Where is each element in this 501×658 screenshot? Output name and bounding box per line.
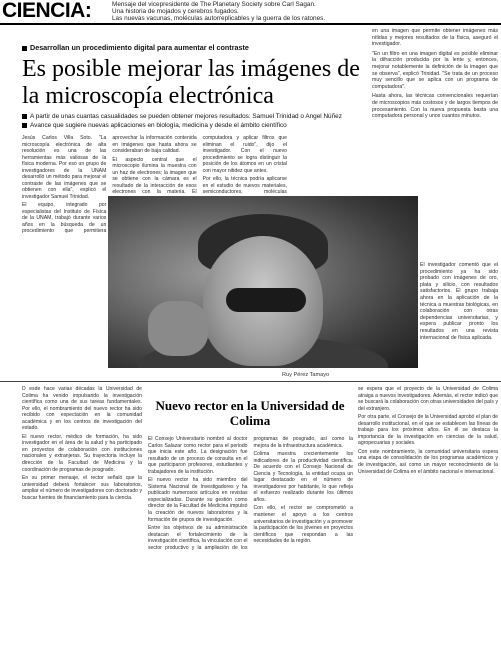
side-narrow-column: El investigador comentó que el procedimiento ya ha sido probado con imágenes de oro, plata y silicio, con resultados satisfactorios. El grupo trabaja ahora en la aplicación de la técnica a muestras biológicas, en colaboración con otras dependencias universitarias, y espera publicar pronto los resultados en una revista internacional de física aplicada. [420, 262, 498, 341]
body-paragraph: Con ello, el rector se comprometió a mantener el apoyo a los centros universitarios de investigación y a promover la participación de los jóvenes en proyectos científicos que respondan a las necesidades de la región. [253, 505, 353, 545]
photo-hand-shape [148, 301, 208, 356]
intro-paragraph: D esde hace varias décadas la Universidad de Colima ha venido impulsando la investigación científica como una de sus tareas fundamentales. Por ello, el nombramiento del nuevo rector ha sido recibido con expectación en la comunidad académica y en los centros de investigación del estado. [22, 386, 142, 432]
article2-right-column [358, 386, 498, 656]
deck-text: Avance que sugiere nuevas aplicaciones en biología, medicina y desde el ámbito científico [30, 122, 287, 129]
side-paragraph: Hasta ahora, las técnicas convencionales requerían de microscopios más costosos y de largos tiempos de procesamiento. Con la nueva propuesta basta una computadora personal y unos cuantos minutos. [372, 93, 498, 120]
body-paragraph: se espera que el proyecto de la Universidad de Colima atraiga a nuevos investigadores. Además, el rector indicó que se buscará la colaboración con otras universidades del país y del extranjero. [358, 386, 498, 412]
body-paragraph: Por ello, la técnica podría aplicarse en el estudio de nuevos materiales, semiconductores, moléculas [202, 176, 287, 195]
section-name: CIENCIA: [2, 0, 92, 22]
summary-line: Una historia de mojados y cerebros fugados. [112, 8, 239, 16]
body-paragraph: Por otra parte, el Consejo de la Universidad aprobó el plan de desarrollo institucional, en el que se establecen las líneas de trabajo para los próximos años. En él se destaca la importancia de la investigación en ciencias de la salud, agropecuarias y sociales. [358, 414, 498, 447]
body-paragraph: Colima muestra crecientemente los indicadores de la productividad científica. De acuerdo con el Consejo Nacional de Ciencia y Tecnología, la entidad ocupa un lugar destacado en el número de investigadores por habitante, lo que refleja el esfuerzo realizado durante los últimos años. [253, 451, 353, 503]
side-paragraph: "En un filtro en una imagen digital es posible eliminar la difracción producida por la lente y, entonces, mejorar notablemente la definición de la imagen que se observa", explicó Trinidad. "Se trata de un proceso muy sencillo que se aplica con un programa de computadora". [372, 50, 498, 90]
body-paragraph: El aspecto central que el microscopio ilumina la muestra con un haz de electrones; la imagen que se obtiene con la cámara es el resultado de la interacción de esos electrones con la materia. El [112, 156, 197, 195]
summary-line: Mensaje del vicepresidente de The Planetary Society sobre Carl Sagan. [112, 1, 316, 8]
section-divider [0, 381, 501, 382]
article2-body [148, 436, 353, 656]
article2-headline: Nuevo rector en la Universidad de Colima [155, 398, 345, 428]
bullet-square-icon [22, 114, 27, 119]
article-headline: Es posible mejorar las imágenes de la microscopía electrónica [22, 56, 360, 109]
body-paragraph: El nuevo rector ha sido miembro del Sistema Nacional de Investigadores y ha publicado numerosos artículos en revistas especializadas. Durante su gestión como director de la Facultad de Medicina impulsó la creación de nuevos laboratorios y la formación de grupos de investigación. [148, 477, 248, 523]
section-header [0, 0, 501, 22]
deck-line [22, 121, 372, 130]
body-paragraph: El equipo, integrado por especialistas del Instituto de Física de la UNAM, trabajó durante varios años en la búsqueda de un procedimiento que permitiera aprovechar la información contenida en imágenes que hasta ahora se consideraban de baja calidad. [22, 135, 197, 234]
body-paragraph: Con este nombramiento, la comunidad universitaria espera una etapa de consolidación de los programas académicos y de investigación, así como un mayor reconocimiento de la Universidad de Colima en el ámbito nacional e internacional. [358, 448, 498, 475]
intro-paragraph: El nuevo rector, médico de formación, ha sido investigador en el área de la salud y ha participado en proyectos de colaboración con instituciones nacionales y extranjeras. Su trayectoria incluye la dirección de la Facultad de Medicina y la coordinación de programas de posgrado. [22, 433, 142, 473]
body-paragraph: computadora y aplicar filtros que eliminan el ruido", dijo el investigador. Con el nuevo procedimiento se logra distinguir la posición de los átomos en un cristal con mayor nitidez que antes. [202, 135, 287, 174]
section-summary [112, 1, 497, 23]
kicker-text: Desarrollan un procedimiento digital para aumentar el contraste [30, 43, 249, 52]
side-column [372, 28, 498, 123]
intro-paragraph: En su primer mensaje, el rector señaló que la universidad deberá fortalecer sus laboratorios, ampliar el número de investigadores con doctorado y buscar fuentes de financiamiento para la ciencia. [22, 475, 142, 501]
article-kicker [22, 43, 249, 52]
body-paragraph: Entre los objetivos de su administración destacan el fortalecimiento de la investigación científica, la vinculación con el sector productivo y la ampliación de los programas de posgrado, así como la mejora de la infraestructura académica. [148, 436, 353, 551]
photo-eyepiece-shape [226, 288, 306, 312]
side-paragraph: en una imagen que permite obtener imágenes más nítidas y mejores resultados de la física, aseguró el investigador. [372, 28, 498, 48]
bullet-square-icon [22, 46, 27, 51]
article-deck [22, 112, 372, 130]
deck-line [22, 112, 372, 121]
photo-caption: Ruy Pérez Tamayo [282, 372, 330, 378]
article2-intro [22, 386, 142, 656]
summary-line: Las nuevas vacunas, moléculas autorreplicables y la guerra de los ratones. [112, 15, 326, 23]
header-rule [0, 23, 501, 25]
deck-text: A partir de unas cuantas casualidades se pueden obtener mejores resultados: Samuel Trinidad o Angel Núñez [30, 113, 342, 120]
bullet-square-icon [22, 123, 27, 128]
body-paragraph: El Consejo Universitario nombró al doctor Carlos Salazar como rector para el periodo que inicia este año. La designación fue resultado de un proceso de consulta en el que participaron profesores, estudiantes y trabajadores de la institución. [148, 436, 248, 475]
article-photo [108, 196, 418, 368]
body-paragraph: Jesús Carlos Villa Soto. "La microscopía electrónica de alta resolución es una de las herramientas más valiosas de la física moderna. Por eso un grupo de investigadores de la UNAM desarrolló un método para mejorar el contraste de las imágenes que se obtienen con ella", explicó el investigador Samuel Trinidad. [22, 135, 107, 200]
